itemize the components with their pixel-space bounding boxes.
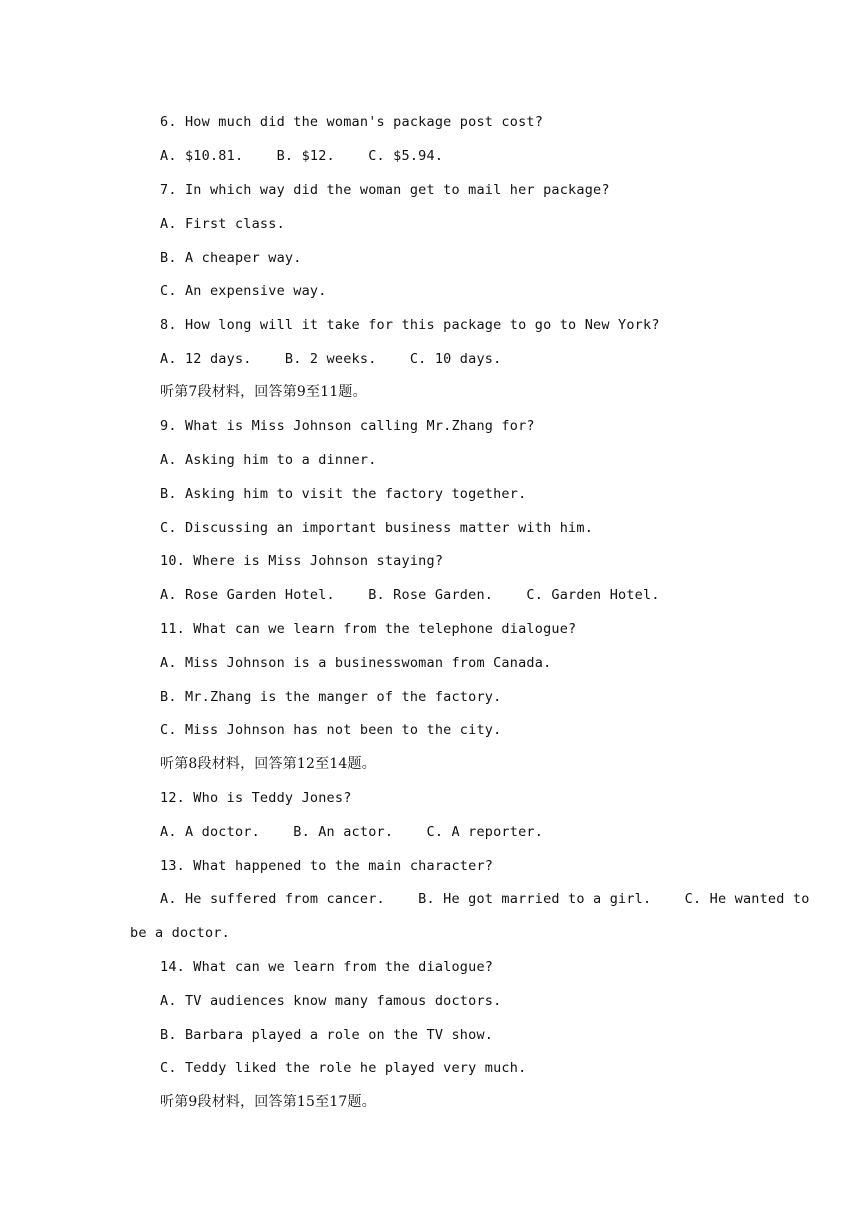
question-6-options: A. $10.81. B. $12. C. $5.94. xyxy=(160,148,444,164)
question-11-option-a: A. Miss Johnson is a businesswoman from Canada. xyxy=(160,655,552,671)
question-10-options: A. Rose Garden Hotel. B. Rose Garden. C. Garden Hotel. xyxy=(160,587,660,603)
question-13: 13. What happened to the main character? xyxy=(160,858,494,874)
section-heading-passage-7: 听第7段材料，回答第9至11题。 xyxy=(160,384,367,400)
question-9-option-b: B. Asking him to visit the factory together. xyxy=(160,486,527,502)
question-12-options: A. A doctor. B. An actor. C. A reporter. xyxy=(160,824,544,840)
question-9: 9. What is Miss Johnson calling Mr.Zhang for? xyxy=(160,418,535,434)
question-13-options: A. He suffered from cancer. B. He got married to a girl. C. He wanted to xyxy=(160,891,810,907)
question-9-option-c: C. Discussing an important business matter with him. xyxy=(160,520,594,536)
question-10: 10. Where is Miss Johnson staying? xyxy=(160,553,444,569)
question-14-option-a: A. TV audiences know many famous doctors. xyxy=(160,993,502,1009)
question-14: 14. What can we learn from the dialogue? xyxy=(160,959,494,975)
question-9-option-a: A. Asking him to a dinner. xyxy=(160,452,377,468)
question-7-option-b: B. A cheaper way. xyxy=(160,250,302,266)
question-7-option-c: C. An expensive way. xyxy=(160,283,327,299)
question-7-option-a: A. First class. xyxy=(160,216,285,232)
question-8: 8. How long will it take for this package to go to New York? xyxy=(160,317,660,333)
section-heading-passage-9: 听第9段材料，回答第15至17题。 xyxy=(160,1094,376,1110)
question-14-option-b: B. Barbara played a role on the TV show. xyxy=(160,1027,494,1043)
question-11-option-b: B. Mr.Zhang is the manger of the factory. xyxy=(160,689,502,705)
section-heading-passage-8: 听第8段材料，回答第12至14题。 xyxy=(160,756,376,772)
question-11: 11. What can we learn from the telephone dialogue? xyxy=(160,621,577,637)
question-13-options-continued: be a doctor. xyxy=(130,925,230,941)
question-14-option-c: C. Teddy liked the role he played very much. xyxy=(160,1060,527,1076)
question-11-option-c: C. Miss Johnson has not been to the city. xyxy=(160,722,502,738)
question-8-options: A. 12 days. B. 2 weeks. C. 10 days. xyxy=(160,351,502,367)
question-12: 12. Who is Teddy Jones? xyxy=(160,790,352,806)
question-6: 6. How much did the woman's package post cost? xyxy=(160,114,544,130)
question-7: 7. In which way did the woman get to mail her package? xyxy=(160,182,610,198)
